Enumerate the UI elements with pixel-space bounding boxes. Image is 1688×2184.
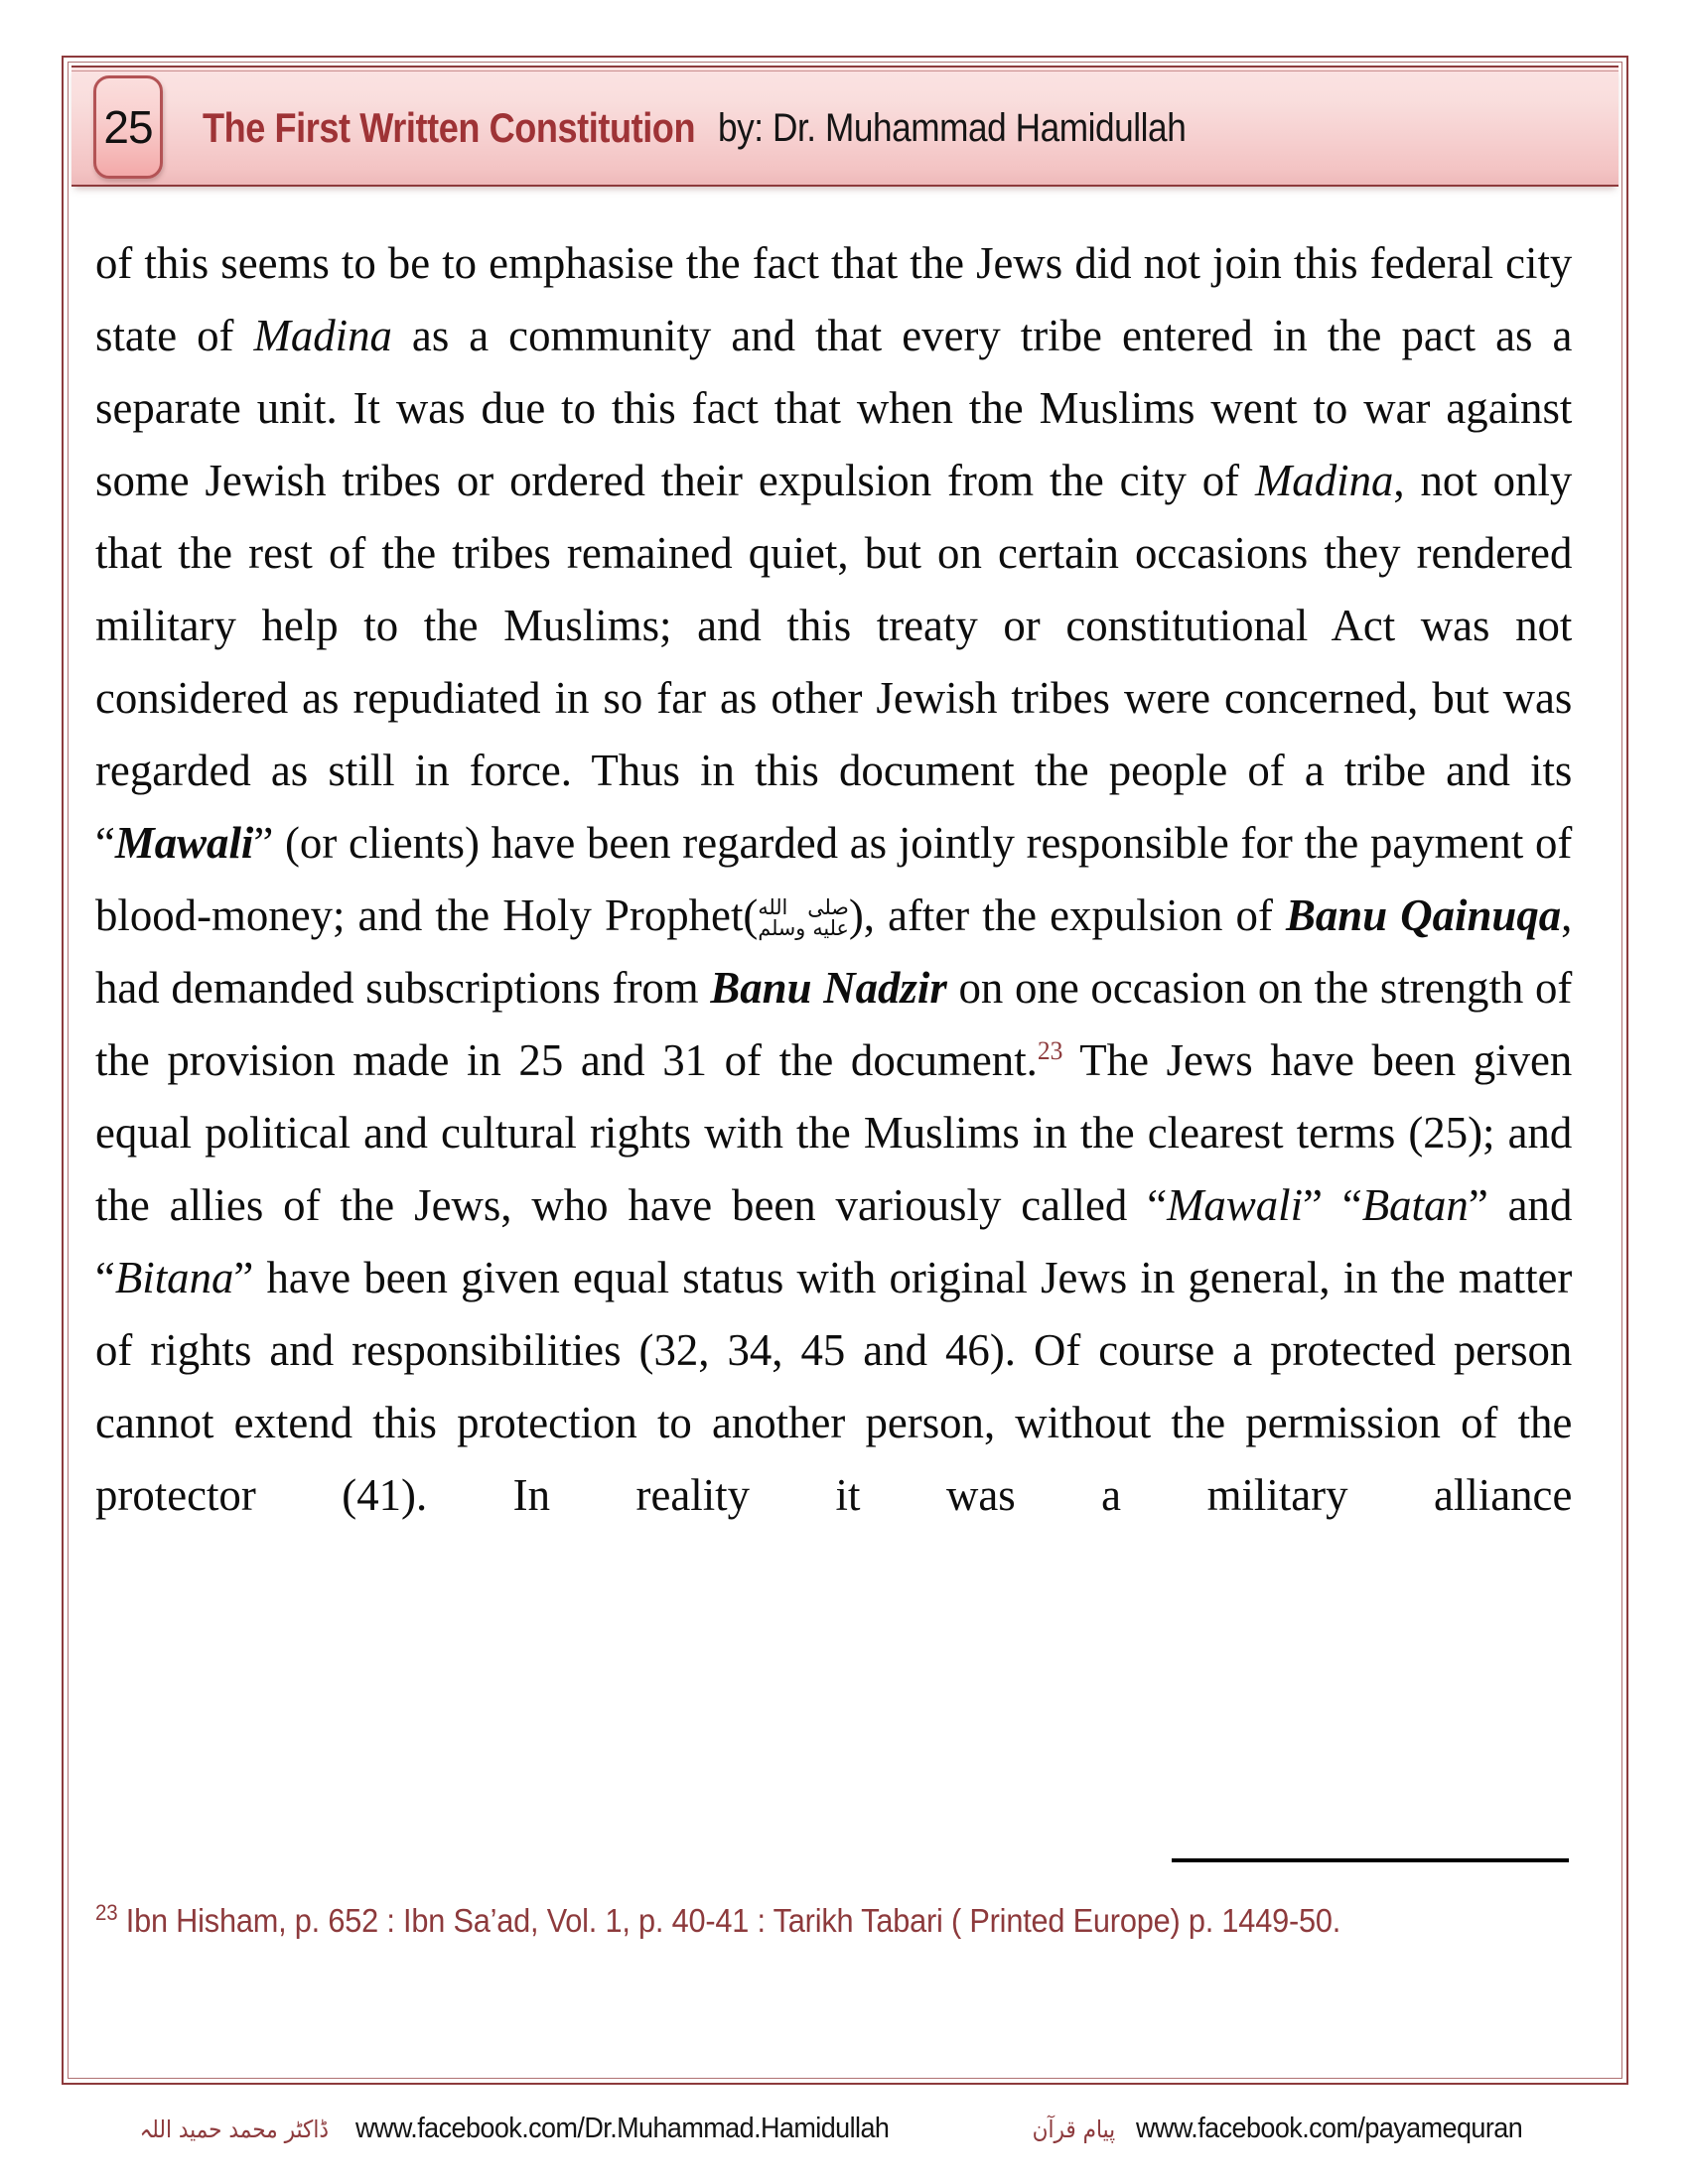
body-text-run-7: on one occasion on the strength of the provision made in 25 and 31 of the document. [95,962,1573,1085]
footnote-entry [95,1894,1489,1947]
italic-madina-2: Madina [1254,455,1394,505]
body-text-run-3: , not only that the rest of the tribes remained quiet, but on certain occasions they rendered military help to the Muslims; and this treaty or constitutional Act was not considered as repudiated in so far as other Jewish tribes were concerned, but was regarded as still in force. Thus in this document the people of a tribe and its “ [95,455,1573,868]
urdu-author-name: ڈاکٹر محمد حمید اللہ [139,2115,329,2143]
body-text-run-10: ” and “ [95,1179,1573,1302]
honorific-line-2: عليه وسلم [758,915,849,940]
header-title-group [203,68,1595,189]
italic-batan: Batan [1361,1179,1469,1230]
italic-madina-1: Madina [253,310,392,360]
body-text-run-5: ), after the expulsion of [848,889,1286,940]
body-text-run-11: ” have been given equal status with original Jews in general, in the matter of rights and responsibilities (32, 34, 45 and 46). Of course a protected person cannot extend this protection to another person, without the permission of the protector (41). In reality it was a military alliance [95,1252,1573,1520]
footer-link-author[interactable]: www.facebook.com/Dr.Muhammad.Hamidullah [354,2113,889,2144]
italic-bitana: Bitana [114,1252,234,1302]
page-footer [0,2113,1688,2172]
body-text-run-8: The Jews have been given equal political and cultural rights with the Muslims in the clearest terms (25); and the allies of the Jews, who have been variously called “ [95,1034,1573,1230]
footer-group-author [129,2113,928,2145]
body-paragraph [95,226,1572,1531]
honorific-line-1: صلى الله [758,894,849,919]
body-text-run-2: as a community and that every tribe entered in the pact as a separate unit. It was due to this fact that when the Muslims went to war against some Jewish tribes or ordered their expulsion from the city of [95,310,1573,505]
urdu-publisher-name: پیام قرآن [1032,2115,1116,2143]
footnote-number: 23 [95,1900,118,1925]
footer-group-publisher [1028,2113,1551,2145]
arabic-honorific-sallallahu-alayhi-wasallam [758,894,849,940]
body-text-run-9: ” “ [1303,1179,1362,1230]
body-text-run-6: , had demanded subscriptions from [95,889,1573,1013]
footnote-separator-rule [1172,1858,1569,1862]
page-title: The First Written Constitution [203,104,696,151]
bold-italic-banu-qainuqa: Banu Qainuqa [1285,889,1562,940]
page-author: by: Dr. Muhammad Hamidullah [717,105,1187,150]
bold-italic-banu-nadzir: Banu Nadzir [710,962,947,1013]
footer-link-publisher[interactable]: www.facebook.com/payamequran [1135,2113,1522,2144]
page-number-badge: 25 [93,75,163,179]
page-header-banner [71,66,1618,187]
italic-mawali: Mawali [1167,1179,1304,1230]
body-text-run-1: of this seems to be to emphasise the fact that the Jews did not join this federal city state of [95,237,1573,360]
footnote-reference-marker[interactable]: 23 [1037,1035,1063,1065]
body-text-run-4: ” (or clients) have been regarded as jointly responsible for the payment of blood-money; and the Holy Prophet( [95,817,1573,940]
footnote-text: Ibn Hisham, p. 652 : Ibn Sa’ad, Vol. 1, p. 40-41 : Tarikh Tabari ( Printed Europe) p. 1449-50. [117,1902,1341,1939]
bold-italic-mawali: Mawali [114,817,254,868]
